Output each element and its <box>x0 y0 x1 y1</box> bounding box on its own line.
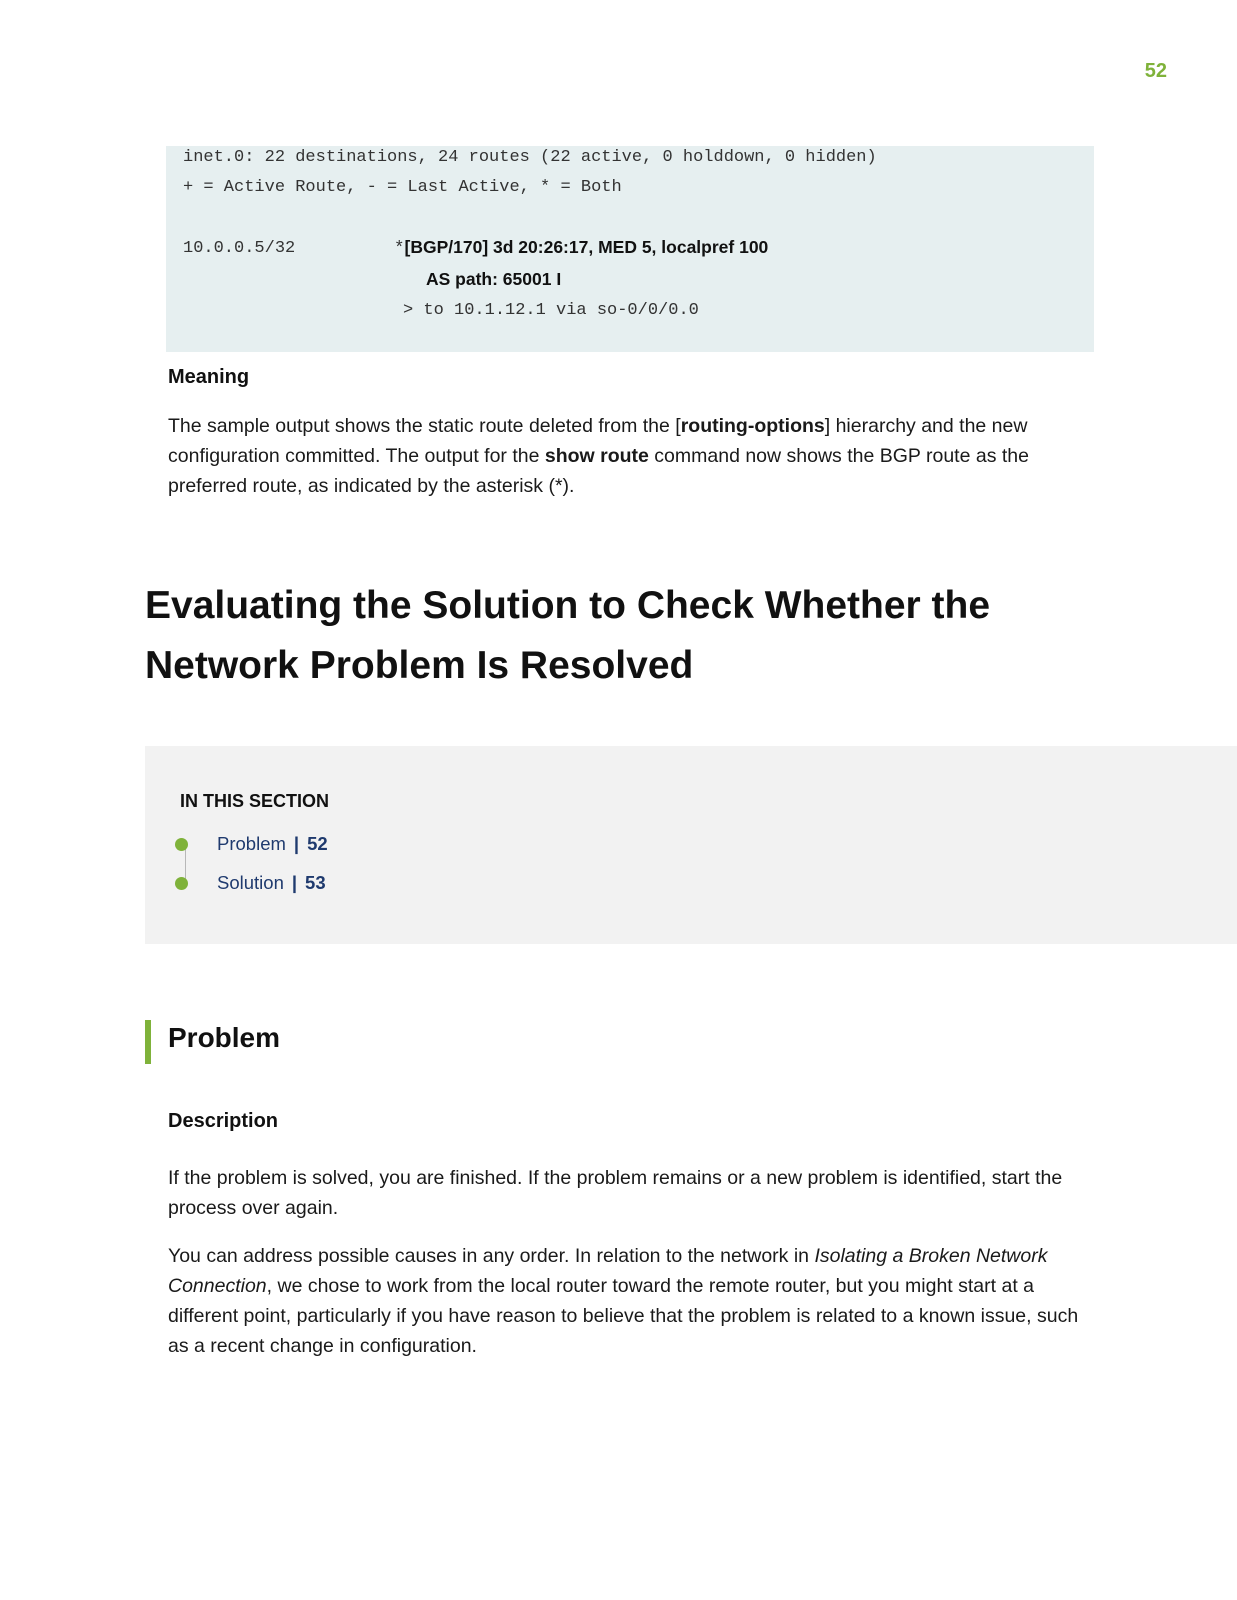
code-next-hop: > to 10.1.12.1 via so-0/0/0.0 <box>403 301 699 320</box>
description-paragraph-1: If the problem is solved, you are finished. If the problem remains or a new problem is identified, start the process over again. <box>168 1167 1063 1219</box>
code-line-legend: + = Active Route, - = Last Active, * = Both <box>183 178 622 197</box>
toc-page-problem[interactable]: 52 <box>307 833 328 854</box>
meaning-text-3: command now shows the BGP route as the preferred route, as indicated by the asterisk (*). <box>168 445 1029 497</box>
in-this-section-box <box>145 746 1237 944</box>
active-star: * <box>394 239 405 259</box>
section-accent-bar <box>145 1020 151 1064</box>
code-line-inet: inet.0: 22 destinations, 24 routes (22 active, 0 holddown, 0 hidden) <box>183 148 877 167</box>
page-title: Evaluating the Solution to Check Whether the Network Problem Is Resolved <box>145 584 991 687</box>
code-as-path: AS path: 65001 I <box>426 269 562 289</box>
route-detail-text: [BGP/170] 3d 20:26:17, MED 5, localpref 100 <box>404 237 769 257</box>
description-heading: Description <box>168 1110 279 1132</box>
toc-item-solution[interactable] <box>175 871 326 895</box>
meaning-text-1: The sample output shows the static route deleted from the [ <box>168 415 681 437</box>
code-route-detail <box>394 237 768 259</box>
meaning-heading: Meaning <box>168 366 250 388</box>
toc-separator: | <box>291 872 298 893</box>
toc-separator: | <box>293 833 300 854</box>
code-block <box>166 146 1094 352</box>
page-number: 52 <box>1144 60 1167 82</box>
meaning-paragraph <box>168 411 1098 501</box>
routing-options-term: routing-options <box>680 415 825 437</box>
in-this-section-heading: IN THIS SECTION <box>180 791 330 811</box>
description-paragraph-2 <box>168 1241 1098 1361</box>
show-route-term: show route <box>544 445 649 467</box>
isolating-link[interactable]: Isolating a Broken Network Connection <box>168 1245 1048 1297</box>
toc-link-solution[interactable]: Solution <box>217 872 284 893</box>
meaning-text-2: ] hierarchy and the new configuration committed. The output for the <box>168 415 1028 467</box>
description-text-1: You can address possible causes in any order. In relation to the network in <box>168 1245 815 1267</box>
toc-link-problem[interactable]: Problem <box>217 833 286 854</box>
bullet-dot-icon <box>175 877 188 890</box>
description-text-2: , we chose to work from the local router toward the remote router, but you might start at a different point, particularly if you have reason to believe that the problem is related to a known issue, such as a recent change in configuration. <box>168 1275 1079 1357</box>
toc-item-problem[interactable] <box>175 832 328 856</box>
problem-heading: Problem <box>168 1022 281 1053</box>
toc-page-solution[interactable]: 53 <box>305 872 326 893</box>
bullet-dot-icon <box>175 838 188 851</box>
code-route-prefix: 10.0.0.5/32 <box>183 239 296 258</box>
